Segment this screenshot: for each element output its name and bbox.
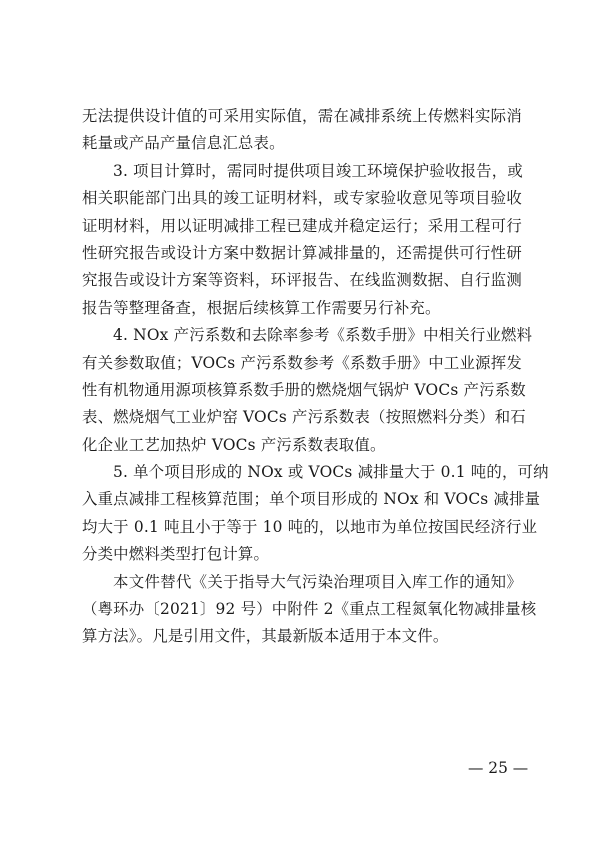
text-line-4: 相关职能部门出具的竣工证明材料，或专家验收意见等项目验收 bbox=[82, 189, 522, 208]
text-line-9: 4. NOx 产污系数和去除率参考《系数手册》中相关行业燃料 bbox=[113, 326, 533, 345]
text-line-14: 5. 单个项目形成的 NOx 或 VOCs 减排量大于 0.1 吨的，可纳 bbox=[113, 463, 549, 482]
text-line-3: 3. 项目计算时，需同时提供项目竣工环境保护验收报告，或 bbox=[113, 161, 523, 180]
text-line-18: 本文件替代《关于指导大气污染治理项目入库工作的通知》 bbox=[113, 572, 522, 591]
text-line-17: 分类中燃料类型打包计算。 bbox=[82, 545, 270, 564]
text-line-1: 无法提供设计值的可采用实际值，需在减排系统上传燃料实际消 bbox=[82, 107, 522, 125]
text-line-6: 性研究报告或设计方案中数据计算减排量的，还需提供可行性研 bbox=[82, 243, 522, 262]
page-number: — 25 — bbox=[468, 759, 529, 777]
text-line-5: 证明材料，用以证明减排工程已建成并稳定运行；采用工程可行 bbox=[82, 216, 522, 235]
text-line-20: 算方法》。凡是引用文件，其最新版本适用于本文件。 bbox=[82, 627, 449, 646]
text-line-10: 有关参数取值；VOCs 产污系数参考《系数手册》中工业源挥发 bbox=[82, 353, 522, 372]
text-line-19: （粤环办〔2021〕92 号）中附件 2《重点工程氮氧化物减排量核 bbox=[82, 600, 537, 619]
text-line-12: 表、燃烧烟气工业炉窑 VOCs 产污系数表（按照燃料分类）和石 bbox=[82, 408, 526, 427]
text-line-7: 究报告或设计方案等资料，环评报告、在线监测数据、自行监测 bbox=[82, 271, 522, 290]
text-line-13: 化企业工艺加热炉 VOCs 产污系数表取值。 bbox=[82, 435, 386, 454]
text-line-15: 入重点减排工程核算范围；单个项目形成的 NOx 和 VOCs 减排量 bbox=[82, 490, 541, 509]
text-line-2: 耗量或产品产量信息汇总表。 bbox=[82, 134, 285, 153]
text-line-8: 报告等整理备查，根据后续核算工作需要另行补充。 bbox=[82, 298, 441, 317]
text-line-16: 均大于 0.1 吨且小于等于 10 吨的，以地市为单位按国民经济行业 bbox=[82, 517, 538, 536]
text-line-11: 性有机物通用源项核算系数手册的燃烧烟气锅炉 VOCs 产污系数 bbox=[82, 380, 526, 399]
document-body bbox=[82, 103, 549, 651]
